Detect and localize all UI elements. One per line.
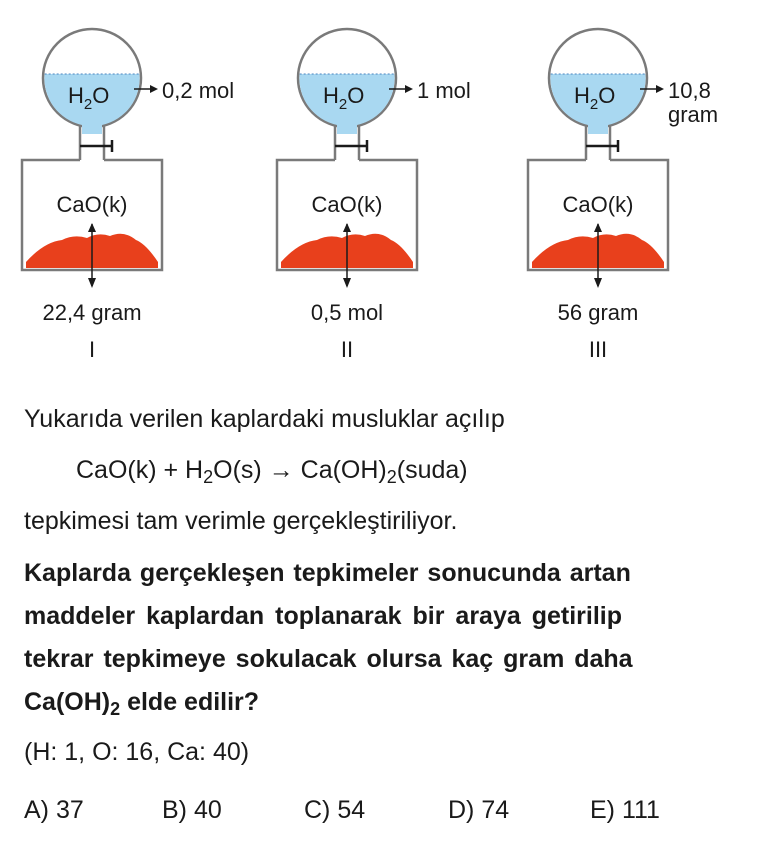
question-line-3: tekrar tepkimeye sokulacak olursa kaç gram daha [24, 645, 633, 673]
question-line-4: $Ca(OH)_2$ elde edilir? [24, 688, 260, 720]
arrow-down-head [88, 278, 96, 288]
arrow-up-head [343, 223, 351, 232]
solid-label: CaO(k) [311, 192, 383, 217]
solid-label: CaO(k) [56, 192, 128, 217]
container-3 [528, 29, 718, 362]
intro-text: Yukarıda verilen kaplardaki musluklar açılıp [24, 405, 505, 433]
experiment-figure [0, 0, 764, 375]
choice-c[interactable]: C) 54 [304, 796, 366, 824]
container-numeral: III [588, 337, 608, 362]
container-1 [22, 29, 234, 362]
reaction-equation: $CaO(k) + H_2O(s)$ → $Ca(OH)_2(suda)$ [76, 456, 468, 488]
arrow-up-head [88, 223, 96, 232]
water-amount-label: 10,8 [668, 78, 711, 103]
amount-arrow-head [405, 85, 413, 93]
question-line-1: Kaplarda gerçekleşen tepkimeler sonucunda artan [24, 559, 631, 587]
arrow-up-head [594, 223, 602, 232]
arrow-down-head [594, 278, 602, 288]
arrow-down-head [343, 278, 351, 288]
water-label: $H_2O$ [574, 83, 616, 113]
water-amount-unit: gram [668, 102, 719, 127]
amount-arrow-head [150, 85, 158, 93]
water-amount-label: 1 mol [417, 78, 471, 103]
reaction-condition-text: tepkimesi tam verimle gerçekleştiriliyor. [24, 507, 458, 535]
question-line-2: maddeler kaplardan toplanarak bir araya getirilip [24, 602, 622, 630]
choice-a[interactable]: A) 37 [24, 796, 84, 824]
atomic-masses: (H: 1, O: 16, Ca: 40) [24, 738, 250, 766]
solid-amount-label: 22,4 gram [42, 300, 142, 325]
answer-choices [24, 796, 724, 828]
solid-amount-label: 56 gram [557, 300, 639, 325]
solid-label: CaO(k) [562, 192, 634, 217]
solid-amount-label: 0,5 mol [310, 300, 384, 325]
container-numeral: I [88, 337, 96, 362]
choice-d[interactable]: D) 74 [448, 796, 510, 824]
reaction-arrow: → [268, 456, 294, 484]
choice-b[interactable]: B) 40 [162, 796, 222, 824]
water-label: $H_2O$ [323, 83, 365, 113]
amount-arrow-head [656, 85, 664, 93]
water-amount-label: 0,2 mol [162, 78, 235, 103]
container-2 [277, 29, 471, 362]
choice-e[interactable]: E) 111 [590, 796, 660, 824]
container-numeral: II [340, 337, 354, 362]
water-label: $H_2O$ [68, 83, 110, 113]
